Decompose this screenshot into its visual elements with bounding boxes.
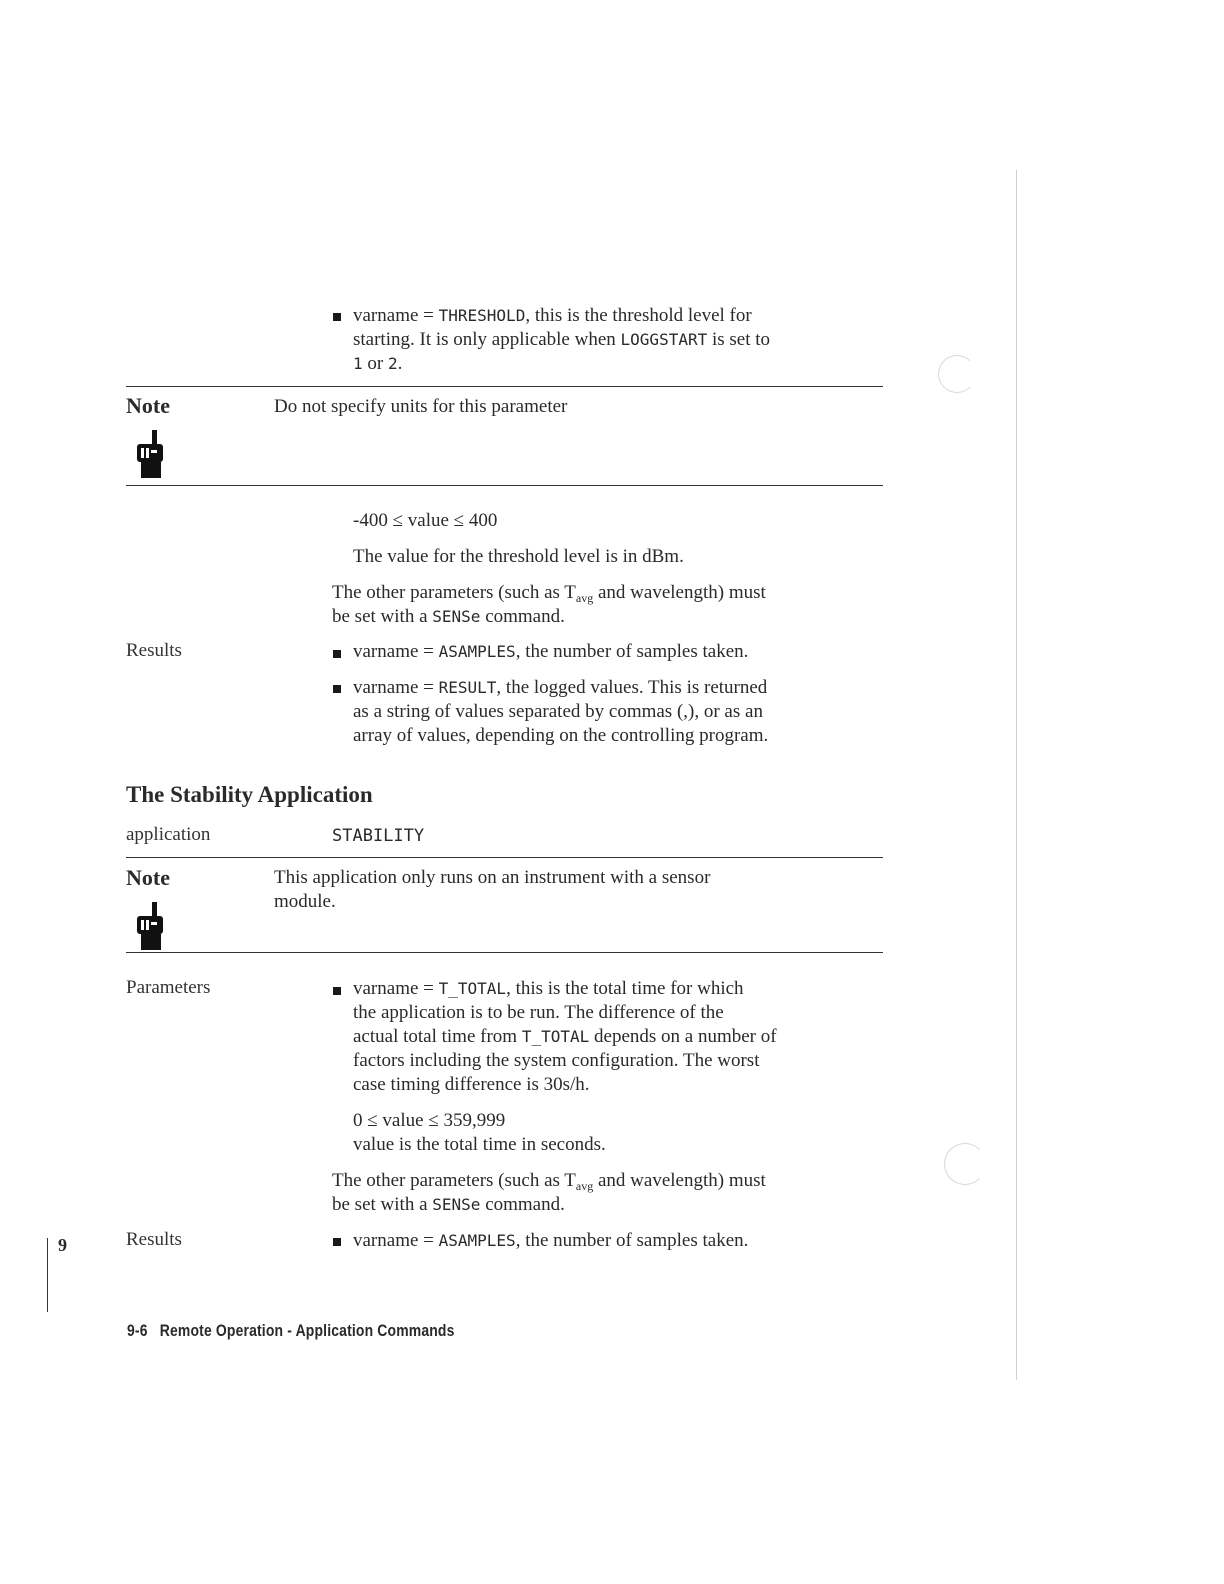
- ttotal-bullet-text: varname = T_TOTAL, this is the total time for which the application is to be run. The difference of the actual total time from T_TOTAL depends on a number of factors including the system configuration. The worst case timing difference is 30s/h.: [353, 978, 777, 1095]
- pointing-hand-icon: [132, 428, 168, 480]
- note-bottom-rule: [126, 485, 883, 486]
- bullet-marker: [333, 1238, 341, 1246]
- parameters-label: Parameters: [126, 977, 211, 998]
- pointing-hand-icon: [132, 900, 168, 952]
- note-title: Note: [126, 865, 170, 890]
- note-title: Note: [126, 393, 170, 418]
- bullet-marker: [333, 313, 341, 321]
- results-label: Results: [126, 640, 182, 661]
- punch-hole-bottom: [944, 1143, 986, 1185]
- other-parameters-text: The other parameters (such as $T_{avg}$ and wavelength) must be set with a SENSe command.: [332, 582, 766, 627]
- ttotal-range: 0 ≤ value ≤ 359,999 value is the total time in seconds.: [353, 1110, 606, 1155]
- result-bullet-text: varname = RESULT, the logged values. This is returned as a string of values separated by commas (,), or as an array of values, depending on the controlling program.: [353, 677, 769, 746]
- page-footer: 9-6 Remote Operation - Application Commands: [127, 1321, 455, 1340]
- bullet-marker: [333, 685, 341, 693]
- note-bottom-rule: [126, 952, 883, 953]
- punch-hole-top: [938, 355, 976, 393]
- application-value: STABILITY: [332, 826, 425, 846]
- note-top-rule: [126, 386, 883, 387]
- asamples-bullet-text: varname = ASAMPLES, the number of samples taken.: [353, 641, 749, 662]
- section-heading: The Stability Application: [126, 782, 373, 807]
- note-text: This application only runs on an instrument with a sensor module.: [274, 867, 711, 912]
- results-label: Results: [126, 1229, 182, 1250]
- application-label: application: [126, 824, 211, 845]
- note-top-rule: [126, 857, 883, 858]
- note-text: Do not specify units for this parameter: [274, 396, 568, 417]
- threshold-range: -400 ≤ value ≤ 400: [353, 510, 498, 531]
- chapter-tab-number: 9: [58, 1235, 67, 1255]
- bullet-marker: [333, 650, 341, 658]
- threshold-unit-text: The value for the threshold level is in dBm.: [353, 546, 684, 567]
- chapter-tab-line: [47, 1238, 48, 1312]
- page-edge-line: [1016, 170, 1017, 1380]
- other-parameters-text: The other parameters (such as $T_{avg}$ and wavelength) must be set with a SENSe command.: [332, 1170, 766, 1215]
- asamples-bullet-text: varname = ASAMPLES, the number of samples taken.: [353, 1230, 749, 1251]
- bullet-marker: [333, 987, 341, 995]
- threshold-bullet-text: varname = THRESHOLD, this is the threshold level for starting. It is only applicable when LOGGSTART is set to 1 or 2.: [353, 305, 771, 374]
